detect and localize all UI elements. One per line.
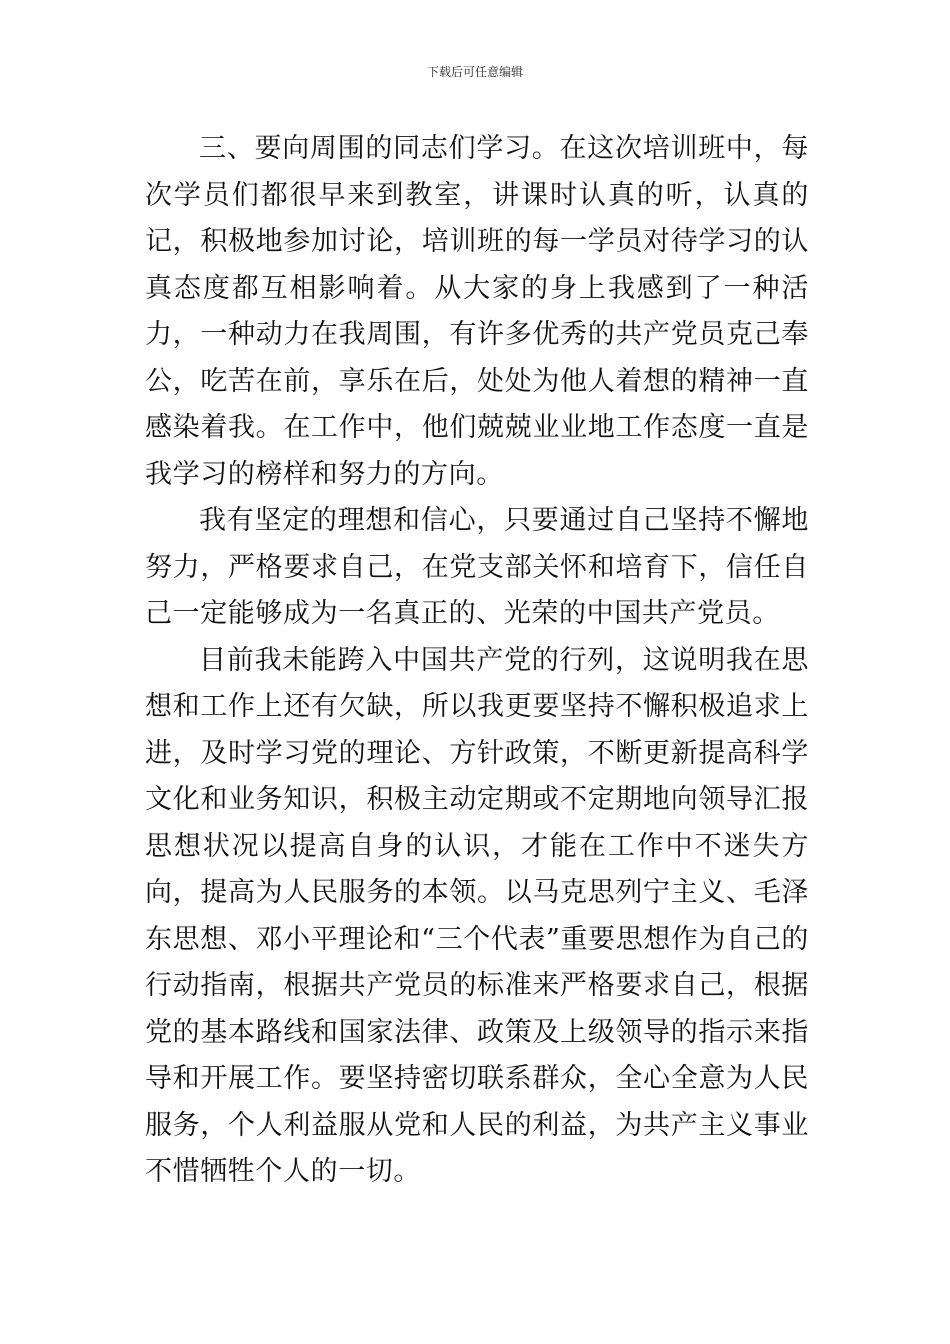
paragraph-self-improvement: 目前我未能跨入中国共产党的行列，这说明我在思想和工作上还有欠缺，所以我更要坚持不懈积极追求上进，及时学习党的理论、方针政策，不断更新提高科学文化和业务知识，积极主动定期或不定期地向领导汇报思想状况以提高自身的认识，才能在工作中不迷失方向，提高为人民服务的本领。以马克思列宁主义、毛泽东思想、邓小平理论和“三个代表”重要思想作为自己的行动指南，根据共产党员的标准来严格要求自己，根据党的基本路线和国家法律、政策及上级领导的指示来指导和开展工作。要坚持密切联系群众，全心全意为人民服务，个人利益服从党和人民的利益，为共产主义事业不惜牺牲个人的一切。 (145, 644, 809, 1187)
paragraph-ideals-confidence: 我有坚定的理想和信心，只要通过自己坚持不懈地努力，严格要求自己，在党支部关怀和培育下，信任自己一定能够成为一名真正的、光荣的中国共产党员。 (145, 505, 809, 629)
document-body (145, 126, 809, 1196)
paragraph-study-comrades: 三、要向周围的同志们学习。在这次培训班中，每次学员们都很早来到教室，讲课时认真的听，认真的记，积极地参加讨论，培训班的每一学员对待学习的认真态度都互相影响着。从大家的身上我感到了一种活力，一种动力在我周围，有许多优秀的共产党员克己奉公，吃苦在前，享乐在后，处处为他人着想的精神一直感染着我。在工作中，他们兢兢业业地工作态度一直是我学习的榜样和努力的方向。 (145, 133, 809, 490)
page-header: 下载后可任意编辑 (426, 65, 523, 79)
